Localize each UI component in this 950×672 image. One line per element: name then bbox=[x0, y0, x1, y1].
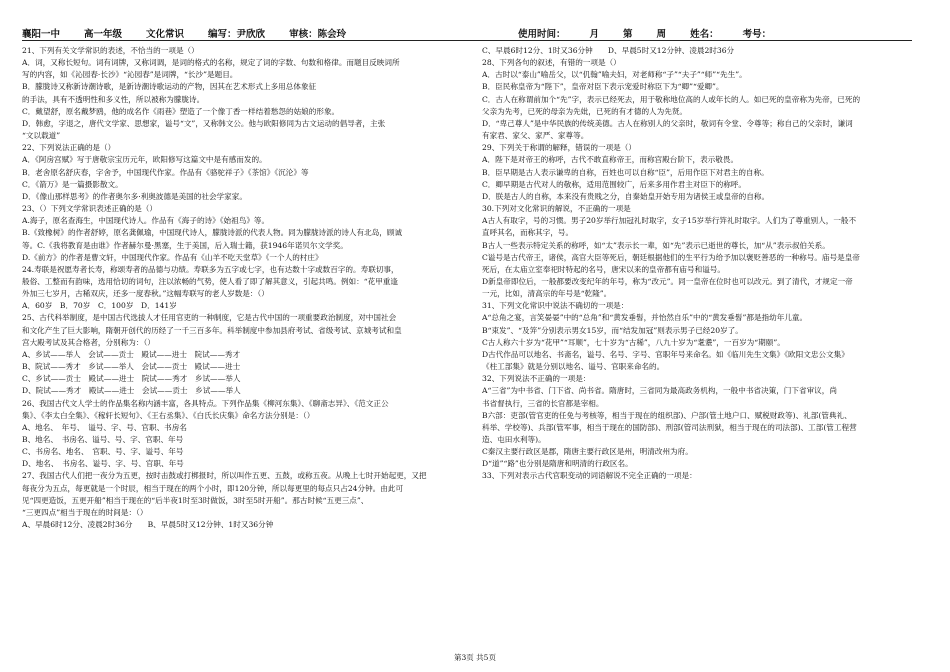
header-field: 第 bbox=[623, 29, 633, 40]
text-line: 等。C.《我将教育是由谁》作者赫尔曼·黑塞，生于美国，后入瑞士籍，获1946年诺贝尔文学奖。 bbox=[22, 240, 348, 250]
text-line: A.海子，原名查海生，中国现代诗人。作品有《海子的诗》《始祖鸟》等。 bbox=[22, 216, 270, 226]
text-line: 27、我国古代人们把一夜分为五更，按时击鼓或打梆报时，所以叫作五更、五鼓，或称五夜。从晚上七时开始起更，又把 bbox=[22, 471, 427, 481]
text-line: B、院试——秀才 乡试——举人 会试——贡士 殿试——进士 bbox=[22, 362, 241, 372]
text-line: 宫大殿考试及其合格者，分别称为：（） bbox=[22, 337, 155, 347]
text-line: C、乡试——贡士 殿试——进士 院试——秀才 乡试——举人 bbox=[22, 374, 241, 384]
text-line: A古人有取字，号的习惯。男子20岁举行加冠礼时取字，女子15岁举行笄礼时取字。人们为了尊重别人，一般不 bbox=[482, 216, 857, 226]
text-line: B．臣早期是古人表示谦卑的自称，百姓也可以自称“臣”，后用作臣下对君主的自称。 bbox=[482, 167, 769, 177]
text-line: 每夜分为五点，每更就是一个时辰，相当于现在的两个小时，即120分钟，所以每更里的每点只占24分钟。由此可 bbox=[22, 483, 404, 493]
text-line: 25、古代科举制度，是中国古代选拔人才任用官吏的一种制度，它是古代中国的一项重要政治制度，对中国社会 bbox=[22, 313, 397, 323]
text-line: 22、下列说法正确的是（） bbox=[22, 143, 116, 153]
left-column bbox=[22, 45, 455, 645]
text-line: 见“四更造饭，五更开船”相当于现在的“后半夜1时至3时做饭，3时至5时开船”。那古时候“五更三点”、 bbox=[22, 495, 369, 505]
text-line: 科举、学校等)、兵部(管军事，相当于现在的国防部)、刑部(管司法刑狱，相当于现在的司法部)、工部(管工程营 bbox=[482, 422, 857, 432]
text-line: D．朕是古人的自称，本来没有贵贱之分，自秦始皇开始专用为诸侯王或皇帝的自称。 bbox=[482, 191, 770, 201]
page-footer: 第3页 共5页 bbox=[454, 653, 496, 662]
text-line: C．卿早期是古代对人的敬称，适用范围较广，后来多用作君主对臣下的称呼。 bbox=[482, 179, 746, 189]
text-line: 33、下列对表示古代官职变动的词语解说不完全正确的一项是： bbox=[482, 471, 697, 481]
text-line: 21、下列有关文学常识的表述，不恰当的一项是（） bbox=[22, 46, 199, 55]
text-line: D“道”“路”也分别是隋唐和明清的行政区名。 bbox=[482, 459, 633, 469]
text-line: A．词，又称长短句。词有词牌，又称词调，是词的格式的名称，规定了词的字数、句数和格律。而题目反映词所 bbox=[22, 58, 400, 68]
text-line: B“束发”、“及笄”分别表示男女15岁，而“结发加冠”则表示男子已经20岁了。 bbox=[482, 325, 743, 335]
text-line: B．朦胧诗又称新诗潮诗歌，是新诗潮诗歌运动的产物，因其在艺术形式上多用总体象征 bbox=[22, 82, 317, 92]
header-field: 审核：陈会玲 bbox=[289, 29, 347, 40]
text-line: A．古时以“泰山”喻岳父，以“仉翰”喻夫妇，对老师称“子”“夫子”“师”“先生”。 bbox=[482, 70, 747, 80]
text-line: 的手法，具有不透明性和多义性，所以被称为朦胧诗。 bbox=[22, 94, 205, 104]
text-line: 26、我国古代文人学士的作品集名称内涵丰富，各具特点。下列作品集《柳河东集》、《聊斋志异》、《范文正公 bbox=[22, 398, 389, 408]
text-line: 直呼其名，而称其字，号。 bbox=[482, 228, 574, 238]
text-line: A、地名、 年号、 谥号、字、号、官职、书房名 bbox=[22, 422, 187, 432]
text-line: A“三省”为中书省、门下省、尚书省。隋唐时，三省同为最高政务机构，一般中书省决策，门下省审议，尚 bbox=[482, 386, 837, 396]
text-line: 死后，在太庙立室奉祀时特起的名号，唐宋以来的皇帝都有庙号和谥号。 bbox=[482, 264, 725, 274]
header-field: 编写：尹欣欣 bbox=[208, 29, 266, 40]
header-field: 文化常识 bbox=[146, 29, 185, 40]
right-column bbox=[482, 45, 912, 645]
text-line: D新皇帝即位后，一般都要改变纪年的年号，称为“改元”。同一皇帝在位时也可以改元。到了清代，才规定一帝 bbox=[482, 276, 853, 286]
text-line: 23、（）下列文学常识表述正确的是（） bbox=[22, 204, 157, 214]
header-field: 高一年级 bbox=[84, 29, 123, 40]
text-line: A、早晨6时12分、凌晨2时36分 B、早晨5时又12分钟、1时又36分钟 bbox=[22, 520, 274, 530]
header-field: 考号： bbox=[742, 29, 772, 40]
text-line: D．“卑己尊人”是中华民族的传统美德。古人在称别人的父亲时，敬词有令堂、令尊等；称自己的父亲时，谦词 bbox=[482, 118, 853, 128]
text-line: B六部：吏部(管官吏的任免与考核等，相当于现在的组织部)、户部(管土地户口、赋税财政等)、礼部(管典礼、 bbox=[482, 410, 852, 420]
text-line: A、乡试——举人 会试——贡士 殿试——进士 院试——秀才 bbox=[22, 349, 241, 359]
header-left bbox=[22, 26, 370, 40]
text-line: B．老舍原名舒庆春，字舍予，中国现代作家。作品有《骆驼祥子》《茶馆》《沉沦》等 bbox=[22, 167, 309, 177]
text-line: C秦汉主要行政区是郡，隋唐主要行政区是州，明清改州为府。 bbox=[482, 447, 693, 457]
text-line: D.《前方》的作者是曹文轩，中国现代作家。作品有《山羊不吃天堂草》《一个人的村庄》 bbox=[22, 252, 323, 262]
text-line: C．戴望舒，原名戴梦鸥，他的成名作《雨巷》塑造了一个像丁香一样结着愁怨的姑娘的形象。 bbox=[22, 106, 340, 116]
text-line: D．《像山那样思考》的作者奥尔多·利奥波德是美国的社会学家家。 bbox=[22, 191, 247, 201]
text-line: 《柱工部集》就是分别以地名、谥号、官职来命名的。 bbox=[482, 362, 665, 372]
text-line: D、地名、 书房名、谥号、字、号、官职、年号 bbox=[22, 459, 184, 469]
text-line: 集》、《李太白全集》、《稼轩长短句》、《王右丞集》、《白氏长庆集》命名方法分别是：（） bbox=[22, 410, 315, 420]
text-line: 造、屯田水利等)。 bbox=[482, 435, 546, 444]
header-field: 使用时间： bbox=[518, 29, 566, 40]
text-line: A．60岁 B．70岁 C．100岁 D．141岁 bbox=[22, 301, 177, 311]
text-line: C．古人在称谓前加个“先”字，表示已经死去，用于敬称地位高的人或年长的人。如已死的皇帝称为先帝，已死的 bbox=[482, 94, 861, 104]
text-line: 写的内容，如《沁园春·长沙》“沁园春”是词牌，“长沙”是题目。 bbox=[22, 70, 238, 80]
text-line: 和文化产生了巨大影响，隋朝开创代的历经了一千三百多年。科举制度中参加县府考试、省级考试、京城考试和皇 bbox=[22, 325, 402, 335]
text-line: 般俗、工整而有韵味，选用恰切的词句，注以浓畅的气势，使人看了即了解其意义，引起共鸣。例如：“花甲重逢 bbox=[22, 276, 398, 286]
text-line: 31、下列文化常识中说法不确切的一项是： bbox=[482, 301, 629, 311]
text-line: “文以载道” bbox=[22, 131, 61, 141]
text-line: C、早晨6时12分、1时又36分钟 D、早晨5时又12分钟、凌晨2时36分 bbox=[482, 46, 735, 55]
text-line: A“总角之宴，言笑晏晏”中的“总角”和“黄发垂髫，并怡然自乐”中的“黄发垂髫”都是指幼年儿童。 bbox=[482, 313, 808, 323]
header-rule bbox=[22, 40, 912, 41]
text-line: 30.下列对文化常识的解说，不正确的一项是 bbox=[482, 204, 631, 214]
header-field: 周 bbox=[656, 29, 667, 40]
text-line: A．陛下是对帝王的称呼，古代不敢直称帝王，而称宫殿台阶下，表示敬畏。 bbox=[482, 155, 739, 165]
text-line: 书省督执行，三省的长官都是宰相。 bbox=[482, 398, 604, 408]
header-field: 姓名： bbox=[690, 29, 719, 40]
text-line: C谥号是古代帝王，诸侯，高官大臣等死后，朝廷根据他们的生平行为给予加以褒贬善恶的一种称号。庙号是皇帝 bbox=[482, 252, 860, 262]
text-line: C．《箭万》是一篇摄影散文。 bbox=[22, 179, 123, 189]
text-line: C古人称六十岁为“花甲”“耳顺”，七十岁为“古稀”，八九十岁为“耄耋”，一百岁为“期颐”。 bbox=[482, 337, 785, 347]
text-line: “三更四点”相当于现在的时间是：（） bbox=[22, 507, 148, 517]
text-line: D古代作品可以地名、书斋名，谥号、名号、字号、官职年号来命名。如《临川先生文集》《欧阳文忠公文集》 bbox=[482, 349, 849, 359]
text-line: D．韩愈，字退之，唐代文学家、思想家，谥号“文”，又称韩文公。他与欧阳修同为古文运动的倡导者，主张 bbox=[22, 118, 386, 128]
text-line: B.《致橡树》的作者舒婷，原名龚佩瑜，中国现代诗人，朦胧诗派的代表人物。同为朦胧诗派的诗人有北岛，顾诚 bbox=[22, 228, 403, 238]
text-line: B．臣民称皇帝为“陛下”，皇帝对臣下表示宠爱时称臣下为“卿”“爱卿”。 bbox=[482, 82, 724, 92]
text-line: 24.寿联是祝愿寿者长寿，称颂寿者的品德与功绩。寿联多为五字或七字，也有达数十字或数百字的。寿联切事， bbox=[22, 264, 399, 274]
text-line: 有家君、家父、家严、家尊等。 bbox=[482, 131, 589, 141]
text-line: 29、下列关于称谓的解释，错误的一项是（） bbox=[482, 143, 636, 153]
text-line: 32、下列说法不正确的一项是： bbox=[482, 374, 591, 384]
text-line: D、院试——秀才 殿试——进士 会试——贡士 乡试——举人 bbox=[22, 386, 241, 396]
text-line: C、书房名、地名、 官职、号、字、谥号、年号 bbox=[22, 447, 184, 457]
text-line: A．《阿房宫赋》写于唐敬宗宝历元年，欧阳修写这篇文中是有感而发的。 bbox=[22, 155, 267, 165]
text-line: 外加三七岁月，古稀双庆，还多一度春秋。”这幅寿联写的老人岁数是：（） bbox=[22, 289, 269, 299]
header-right bbox=[518, 26, 795, 40]
text-line: 父亲为先考，已死的母亲为先妣，已死的有才德的人为先贤。 bbox=[482, 106, 688, 116]
header-field: 月 bbox=[589, 29, 600, 40]
header-field: 襄阳一中 bbox=[22, 29, 61, 40]
text-line: 28、下列各句的叙述，有错的一项是（） bbox=[482, 58, 621, 68]
text-line: B古人一些表示特定关系的称呼，如“太”表示长一辈，如“先”表示已逝世的尊长，加“从”表示叔伯关系。 bbox=[482, 240, 830, 250]
text-line: B、地名、 书房名、谥号、号、字、官职、年号 bbox=[22, 435, 184, 444]
text-line: 一元，比如，清高宗的年号是“乾隆”。 bbox=[482, 289, 612, 299]
